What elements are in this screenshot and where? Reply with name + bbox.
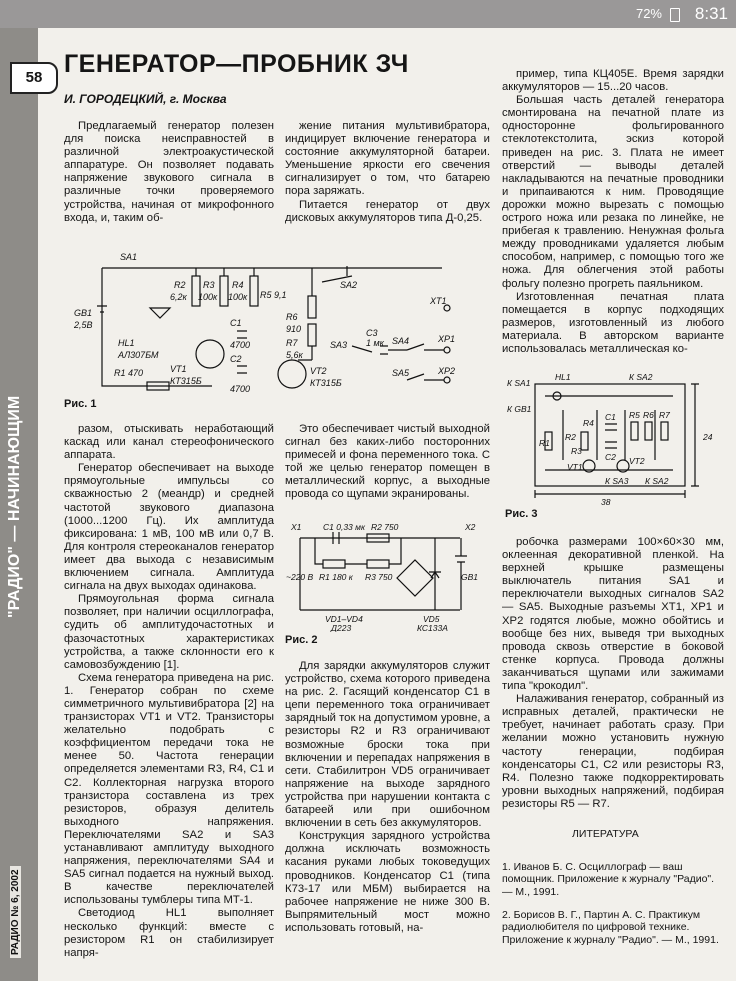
svg-text:4700: 4700 (230, 340, 251, 350)
svg-text:C2: C2 (605, 452, 616, 462)
svg-text:SA1: SA1 (120, 252, 138, 262)
paragraph: пример, типа КЦ405Е. Время зарядки аккумуляторов — 15...20 часов. (502, 68, 724, 94)
issue-label: РАДИО № 6, 2002 (8, 728, 28, 958)
svg-text:К SA2: К SA2 (645, 476, 669, 486)
article-title: ГЕНЕРАТОР—ПРОБНИК ЗЧ (64, 50, 409, 78)
svg-text:SA3: SA3 (330, 340, 348, 350)
svg-text:VT1: VT1 (170, 364, 187, 374)
svg-text:XP2: XP2 (438, 366, 456, 376)
svg-text:R4: R4 (583, 418, 594, 428)
svg-text:К GB1: К GB1 (507, 404, 532, 414)
column-2-mid (285, 423, 490, 502)
svg-text:VT1: VT1 (567, 462, 583, 472)
svg-text:VT2: VT2 (310, 366, 327, 376)
svg-text:C1: C1 (605, 412, 616, 422)
svg-text:R2: R2 (565, 432, 576, 442)
paragraph: 1. Иванов Б. С. Осциллограф — ваш помощник. Приложение к журналу "Радио". — М., 1991. (502, 860, 715, 898)
svg-text:КТ315Б: КТ315Б (310, 378, 342, 388)
column-1-main (64, 423, 274, 960)
literature-list (502, 850, 724, 957)
column-1-top (64, 120, 274, 225)
paragraph: жение питания мультивибратора, индицирует включение генератора и состояние аккумуляторной батареи. Уменьшение яркости его свечения сигнализирует о том, что батарею пора заряжать. (285, 120, 490, 198)
column-3-lower (502, 536, 724, 811)
page-number: 58 (10, 62, 58, 94)
svg-text:R6: R6 (643, 410, 654, 420)
figure-1-schematic (62, 246, 492, 406)
paragraph: Предлагаемый генератор полезен для поиска неисправностей в различной электроакустической аппаратуре. Он позволяет подавать напряжение звукового сигнала в различные точки проверяемого устройства, начиная от микрофонного входа, и, таким об- (64, 120, 274, 224)
svg-text:SA5: SA5 (392, 368, 410, 378)
literature-heading: ЛИТЕРАТУРА (572, 828, 639, 840)
column-2-bottom (285, 660, 490, 935)
paragraph: разом, отыскивать неработающий каскад или канал стереофонического аппарата. (64, 423, 274, 462)
paragraph: Светодиод HL1 выполняет несколько функций: вместе с резистором R1 он стабилизирует напря- (64, 907, 274, 959)
svg-text:100к: 100к (228, 292, 248, 302)
svg-text:VD5: VD5 (423, 614, 440, 624)
svg-text:4700: 4700 (230, 384, 251, 394)
column-2-top (285, 120, 490, 225)
clock: 8:31 (694, 4, 728, 23)
svg-text:X1: X1 (291, 522, 302, 532)
svg-text:6,2к: 6,2к (170, 292, 187, 302)
paragraph: Питается генератор от двух дисковых аккумуляторов типа Д-0,25. (285, 198, 490, 224)
paragraph: Прямоугольная форма сигнала позволяет, при наличии осциллографа, судить об амплитудочастотных и фазочастотных характеристиках устройства, а также склонности его к самовозбуждению [1]. (64, 593, 274, 671)
svg-text:R6: R6 (286, 312, 298, 322)
svg-text:К SA1: К SA1 (507, 378, 531, 388)
status-bar (0, 0, 736, 28)
svg-text:R7: R7 (659, 410, 670, 420)
figure-2-schematic (285, 520, 490, 632)
svg-text:R1 180 к: R1 180 к (319, 572, 353, 582)
svg-text:C1: C1 (230, 318, 242, 328)
svg-text:24: 24 (703, 432, 713, 442)
svg-text:HL1: HL1 (555, 372, 571, 382)
figure-3-pcb-layout (505, 370, 727, 508)
figure-2-caption: Рис. 2 (285, 634, 318, 646)
svg-text:38: 38 (601, 497, 611, 507)
svg-text:R4: R4 (232, 280, 244, 290)
svg-text:C2: C2 (230, 354, 242, 364)
battery-level: 72% (635, 6, 662, 21)
svg-text:R2 750: R2 750 (371, 522, 399, 532)
paragraph: Генератор обеспечивает на выходе прямоугольные импульсы со скважностью 2 (меандр) и средней частотой звукового диапазона (1000...1200 Гц). Их амплитуда фиксирована: 1 мВ, 100 мВ или 0,7 В. Для контроля стереоканалов генератор имеет два выхода с независимым включением сигнала. Амплитуда сигнала на двух выходах одинакова. (64, 462, 274, 593)
svg-text:100к: 100к (198, 292, 218, 302)
svg-text:R1: R1 (539, 438, 550, 448)
svg-text:SA4: SA4 (392, 336, 410, 346)
paragraph: Налаживания генератор, собранный из исправных деталей, практически не требует, начинает работать сразу. При желании можно установить нужную частоту генерации, подбирая конденсаторы C1, C2 или резисторы R3, R4. Полезно также подкорректировать уровни выходных напряжений, подбирая резисторы R5 — R7. (502, 693, 724, 810)
svg-text:VD1–VD4: VD1–VD4 (325, 614, 363, 624)
paragraph: робочка размерами 100×60×30 мм, оклеенная декоративной пленкой. На верхней крышке размещены выключатель питания SA1 и переключатели выходных сигналов SA2 — SA5. Выходные разъемы XT1, XP1 и XP2 годятся любые, можно обойтись и вообще без них, выведя три выходных провода сквозь отверстие в боковой стенке корпуса. Провода должны заканчиваться щупами или зажимами типа "крокодил". (502, 536, 724, 693)
svg-text:КС133А: КС133А (417, 623, 448, 632)
svg-text:XT1: XT1 (430, 296, 447, 306)
paragraph: Конструкция зарядного устройства должна исключать возможность касания руками любых токоведущих проводников. Конденсатор C1 (типа К73-17 или МБМ) выбирается на рабочее напряжение не ниже 300 В. Выпрямительный мост можно использовать готовый, на- (285, 830, 490, 934)
magazine-page (0, 28, 736, 981)
svg-text:R2: R2 (174, 280, 186, 290)
svg-text:C3: C3 (366, 328, 378, 338)
svg-text:R5: R5 (629, 410, 640, 420)
paragraph: Для зарядки аккумуляторов служит устройство, схема которого приведена на рис. 2. Гасящий конденсатор C1 в цепи переменного тока ограничивает зарядный ток на допустимом уровне, а резисторы R2 и R3 ограничивают возможные броски тока при включении и перепадах напряжения в сети. Стабилитрон VD5 ограничивает напряжение на выходе зарядного устройства при нарушении контакта с батареей или при ошибочном включении в сеть без аккумуляторов. (285, 660, 490, 830)
svg-text:~220 В: ~220 В (286, 572, 314, 582)
figure-3-caption: Рис. 3 (505, 508, 538, 520)
svg-text:АЛ307БМ: АЛ307БМ (118, 350, 159, 360)
svg-text:1 мк: 1 мк (366, 338, 384, 348)
sidebar (0, 28, 43, 981)
figure-1-caption: Рис. 1 (64, 398, 97, 410)
svg-text:HL1: HL1 (118, 338, 135, 348)
svg-text:C1 0,33 мк: C1 0,33 мк (323, 522, 365, 532)
svg-text:К SA3: К SA3 (605, 476, 629, 486)
svg-text:2,5В: 2,5В (74, 320, 93, 330)
paragraph: Схема генератора приведена на рис. 1. Генератор собран по схеме симметричного мультивибратора [2] на транзисторах VT1 и VT2. Транзисторы желательно подобрать с коэффициентом передачи тока не менее 50. Частота генерации определяется элементами R3, R4, C1 и C2. Коллекторная нагрузка второго транзистора составлена из трех резисторов, образуя делитель выходного напряжения. Переключателями SA2 и SA3 устанавливают амплитуду выходного напряжения, переключателями SA4 и SA5 сигнал подается на нужный выход. В качестве переключателей использованы тумблеры типа МТ-1. (64, 671, 274, 907)
section-title: "РАДИО" — НАЧИНАЮЩИМ (6, 395, 23, 618)
svg-text:R3 750: R3 750 (365, 572, 393, 582)
svg-text:КТ315Б: КТ315Б (170, 376, 202, 386)
svg-text:XP1: XP1 (438, 334, 456, 344)
svg-text:GB1: GB1 (461, 572, 479, 582)
svg-text:R5 9,1: R5 9,1 (260, 290, 287, 300)
paragraph: Изготовленная печатная плата помещается в корпус подходящих размеров, изготовленный из любого материала. В авторском варианте использовалась металлическая ко- (502, 290, 724, 355)
svg-text:VT2: VT2 (629, 456, 645, 466)
svg-text:R1 470: R1 470 (114, 368, 144, 378)
svg-text:R7: R7 (286, 338, 298, 348)
paragraph: 2. Борисов В. Г., Партин А. С. Практикум радиолюбителя по цифровой технике. Приложение к журналу "Радио". — М., 1991. (502, 908, 719, 946)
svg-text:К SA2: К SA2 (629, 372, 653, 382)
article-author: И. ГОРОДЕЦКИЙ, г. Москва (64, 92, 227, 106)
svg-text:R3: R3 (571, 446, 582, 456)
svg-text:SA2: SA2 (340, 280, 358, 290)
paragraph: Большая часть деталей генератора смонтирована на печатной плате из односторонне фольгированного стеклотекстолита, эскиз которой приведен на рис. 3. Плата не имеет отверстий — выводы деталей накладываются на печатные проводники и припаиваются к ним. Проводящие дорожки можно вырезать с помощью острого ножа или резака по линейке, не прибегая к травлению. Ненужная фольга между проводниками удаляется любым способом, например, с помощью того же ножа. Для облегчения этой работы фольгу полезно прогреть паяльником. (502, 94, 724, 290)
svg-text:X2: X2 (465, 522, 476, 532)
svg-text:910: 910 (286, 324, 302, 334)
svg-text:GB1: GB1 (74, 308, 93, 318)
svg-text:Д223: Д223 (331, 623, 352, 632)
paragraph: Это обеспечивает чистый выходной сигнал без каких-либо посторонних примесей и фона переменного тока. С той же целью генератор помещен в металлический корпус, а выходные провода со щупами экранированы. (285, 423, 490, 501)
svg-text:R3: R3 (203, 280, 215, 290)
column-3 (502, 68, 724, 356)
battery-icon (670, 8, 680, 22)
svg-text:5,6к: 5,6к (286, 350, 303, 360)
